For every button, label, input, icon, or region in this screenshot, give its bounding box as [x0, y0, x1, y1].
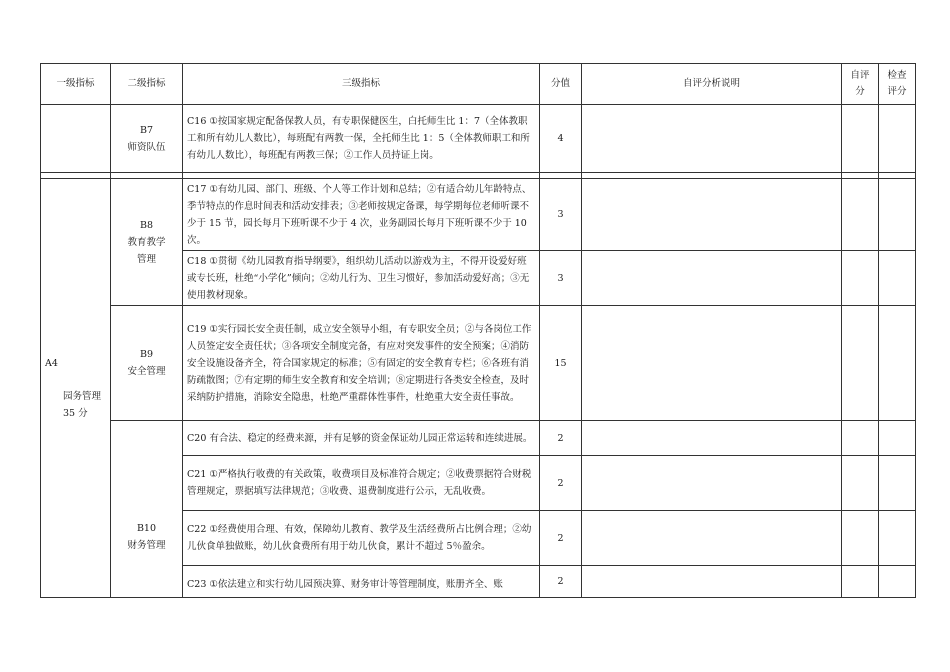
- self-analysis-cell: [582, 306, 842, 421]
- header-level1: 一级指标: [41, 64, 111, 105]
- self-analysis-cell: [582, 105, 842, 173]
- self-analysis-cell: [582, 251, 842, 306]
- header-self-score-line1: 自评: [850, 70, 870, 81]
- level3-text: C19 ①实行园长安全责任制，成立安全领导小组，有专职安全员；②与各岗位工作人员签定安全责任状；③各项安全制度完备，有应对突发事件的安全预案；④消防安全设施设备齐全，符合国家规定的标准；⑤有固定的安全教育专栏；⑥各班有消防疏散图；⑦有定期的师生安全教育和安全培训；⑧定期进行各类安全检查，及时采纳防护措施，消除安全隐患，杜绝严重群体性事件，杜绝重大安全责任事故。: [183, 306, 540, 421]
- level2-name-line2: 管理: [136, 253, 156, 265]
- level2-code: B9: [139, 349, 154, 360]
- score-value: 2: [540, 456, 582, 511]
- level2-code: B8: [139, 219, 154, 231]
- level2-cell-b7: [111, 105, 183, 173]
- self-score-cell: [842, 456, 879, 511]
- self-score-cell: [842, 251, 879, 306]
- inspection-score-cell: [879, 456, 916, 511]
- self-analysis-cell: [582, 456, 842, 511]
- inspection-score-cell: [879, 566, 916, 598]
- score-value: 2: [540, 421, 582, 456]
- level3-text: C22 ①经费使用合理、有效，保障幼儿教育、教学及生活经费所占比例合理；②幼儿伙食单独做账，幼儿伙食费所有用于幼儿伙食，累计不超过 5％盈余。: [183, 511, 540, 566]
- header-inspection-line2: 评分: [887, 86, 907, 97]
- header-self-analysis: 自评分析说明: [582, 64, 842, 105]
- inspection-score-cell: [879, 421, 916, 456]
- header-score: 分值: [540, 64, 582, 105]
- inspection-score-cell: [879, 511, 916, 566]
- inspection-score-cell: [879, 105, 916, 173]
- header-self-score: [842, 64, 879, 105]
- level2-cell-b8: [111, 179, 183, 306]
- level2-cell-b10: [111, 421, 183, 598]
- self-score-cell: [842, 511, 879, 566]
- level1-cell-empty: [41, 105, 111, 173]
- score-value: 15: [540, 306, 582, 421]
- level2-name-line1: 教育教学: [127, 236, 166, 248]
- level3-text: C21 ①严格执行收费的有关政策，收费项目及标准符合规定；②收费票据符合财税管理规定，票据填写法律规范；③收费、退费制度进行公示，无乱收费。: [183, 456, 540, 511]
- table-row: [41, 179, 916, 251]
- level1-name: 园务管理: [63, 390, 102, 402]
- score-value: 2: [540, 511, 582, 566]
- level2-code: B10: [136, 523, 157, 534]
- level2-name: 安全管理: [127, 366, 166, 377]
- header-inspection-line1: 检查: [887, 70, 907, 81]
- level2-name: 财务管理: [127, 540, 166, 551]
- level3-text: C17 ①有幼儿园、部门、班级、个人等工作计划和总结；②有适合幼儿年龄特点、季节特点的作息时间表和活动安排表；③老师按规定备课，每学期每位老师听课不少于 15 节，园长每月下班听课不少于 4 次，业务副园长每月下班听课不少于 10 次。: [183, 179, 540, 251]
- self-analysis-cell: [582, 511, 842, 566]
- self-score-cell: [842, 105, 879, 173]
- table-row: [41, 421, 916, 456]
- level1-cell-a4: [41, 179, 111, 598]
- self-score-cell: [842, 421, 879, 456]
- inspection-score-cell: [879, 306, 916, 421]
- level3-text: C18 ①贯彻《幼儿园教育指导纲要》，组织幼儿活动以游戏为主，不得开设爱好班或专长班，杜绝“小学化”倾向；②幼儿行为、卫生习惯好，参加活动爱好高；③无使用教材现象。: [183, 251, 540, 306]
- level2-cell-b9: [111, 306, 183, 421]
- self-score-cell: [842, 306, 879, 421]
- score-value: 4: [540, 105, 582, 173]
- level1-code: A4: [45, 357, 58, 369]
- level3-text: C23 ①依法建立和实行幼儿园预决算、财务审计等管理制度，账册齐全、账: [183, 566, 540, 598]
- self-score-cell: [842, 566, 879, 598]
- header-row: [41, 64, 916, 105]
- score-value: 2: [540, 566, 582, 598]
- self-analysis-cell: [582, 179, 842, 251]
- level1-score: 35 分: [63, 407, 88, 419]
- table-row: [41, 105, 916, 173]
- level3-text: C16 ①按国家规定配备保教人员，有专职保健医生，白托师生比 1：7（全体教职工和所有幼儿人数比），每班配有两教一保，全托师生比 1：5（全体教师职工和所有幼儿人数比），每班配有两教三保；②工作人员持证上岗。: [183, 105, 540, 173]
- table-row: [41, 306, 916, 421]
- inspection-score-cell: [879, 251, 916, 306]
- level2-code: B7: [139, 124, 154, 136]
- self-score-cell: [842, 179, 879, 251]
- evaluation-table: [40, 63, 916, 598]
- header-level2: 二级指标: [111, 64, 183, 105]
- self-analysis-cell: [582, 421, 842, 456]
- header-self-score-line2: 分: [855, 86, 865, 97]
- score-value: 3: [540, 179, 582, 251]
- header-level3: 三级指标: [183, 64, 540, 105]
- level3-text: C20 有合法、稳定的经费来源，并有足够的资金保证幼儿园正常运转和连续进展。: [183, 421, 540, 456]
- self-analysis-cell: [582, 566, 842, 598]
- level2-name: 师资队伍: [127, 141, 166, 153]
- header-inspection-score: [879, 64, 916, 105]
- score-value: 3: [540, 251, 582, 306]
- inspection-score-cell: [879, 179, 916, 251]
